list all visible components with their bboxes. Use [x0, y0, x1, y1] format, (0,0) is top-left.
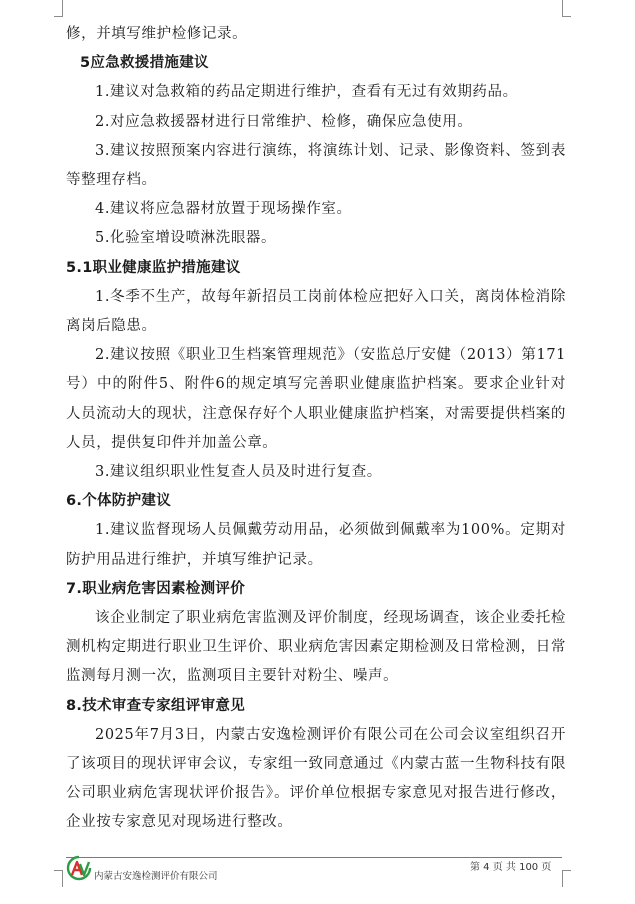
paragraph-7: 该企业制定了职业病危害监测及评价制度，经现场调查，该企业委托检测机构定期进行职业卫生评价、职业病危害因素定期检测及日常检测，日常监测每月测一次，监测项目主要针对粉尘、噪声。	[66, 610, 566, 685]
heading-7-hazard-detection: 7.职业病危害因素检测评价	[66, 580, 245, 597]
crop-mark-bottom-right	[562, 870, 571, 887]
footer-company-name: 内蒙古安逸检测评价有限公司	[94, 871, 218, 882]
paragraph-5-3: 3.建议按照预案内容进行演练，将演练计划、记录、影像资料、签到表等整理存档。	[66, 142, 566, 189]
paragraph-continuation: 修，并填写维护检修记录。	[66, 26, 248, 42]
paragraph-5-1: 1.建议对急救箱的药品定期进行维护，查看有无过有效期药品。	[95, 84, 518, 101]
heading-6-personal-protection: 6.个体防护建议	[66, 493, 171, 510]
paragraph-5-5: 5.化验室增设喷淋洗眼器。	[95, 230, 277, 247]
paragraph-8: 2025年7月3日，内蒙古安逸检测评价有限公司在公司会议室组织召开了该项目的现状评审会议，专家组一致同意通过《内蒙古蓝一生物科技有限公司职业病危害现状评价报告》。评价单位根据专家意见对报告进行修改，企业按专家意见对现场进行整改。	[66, 726, 566, 831]
paragraph-5-2: 2.对应急救援器材进行日常维护、检修，确保应急使用。	[95, 113, 473, 130]
document-body	[66, 20, 566, 838]
heading-8-expert-review: 8.技术审查专家组评审意见	[66, 697, 245, 714]
crop-mark-bottom-left	[54, 870, 63, 887]
paragraph-5-1-1: 1.冬季不生产，故每年新招员工岗前体检应把好入口关，离岗体检消除离岗后隐患。	[66, 288, 566, 335]
crop-mark-top-left	[54, 0, 63, 17]
paragraph-5-1-2: 2.建议按照《职业卫生档案管理规范》（安监总厅安健（2013）第171号）中的附件5、附件6的规定填写完善职业健康监护档案。要求企业针对人员流动大的现状，注意保存好个人职业健康监护档案，对需要提供档案的人员，提供复印件并加盖公章。	[66, 347, 566, 451]
crop-mark-top-right	[562, 0, 571, 17]
paragraph-6-1: 1.建议监督现场人员佩戴劳动用品，必须做到佩戴率为100%。定期对防护用品进行维护，并填写维护记录。	[66, 522, 566, 568]
heading-5-emergency-rescue: 5应急救援措施建议	[80, 55, 209, 72]
footer-page-number: 第 4 页 共 100 页	[470, 862, 552, 873]
paragraph-5-4: 4.建议将应急器材放置于现场操作室。	[95, 201, 352, 218]
company-logo-icon	[66, 855, 92, 881]
paragraph-5-1-3: 3.建议组织职业性复查人员及时进行复查。	[95, 464, 382, 481]
heading-5-1-health-monitoring: 5.1职业健康监护措施建议	[66, 259, 241, 276]
